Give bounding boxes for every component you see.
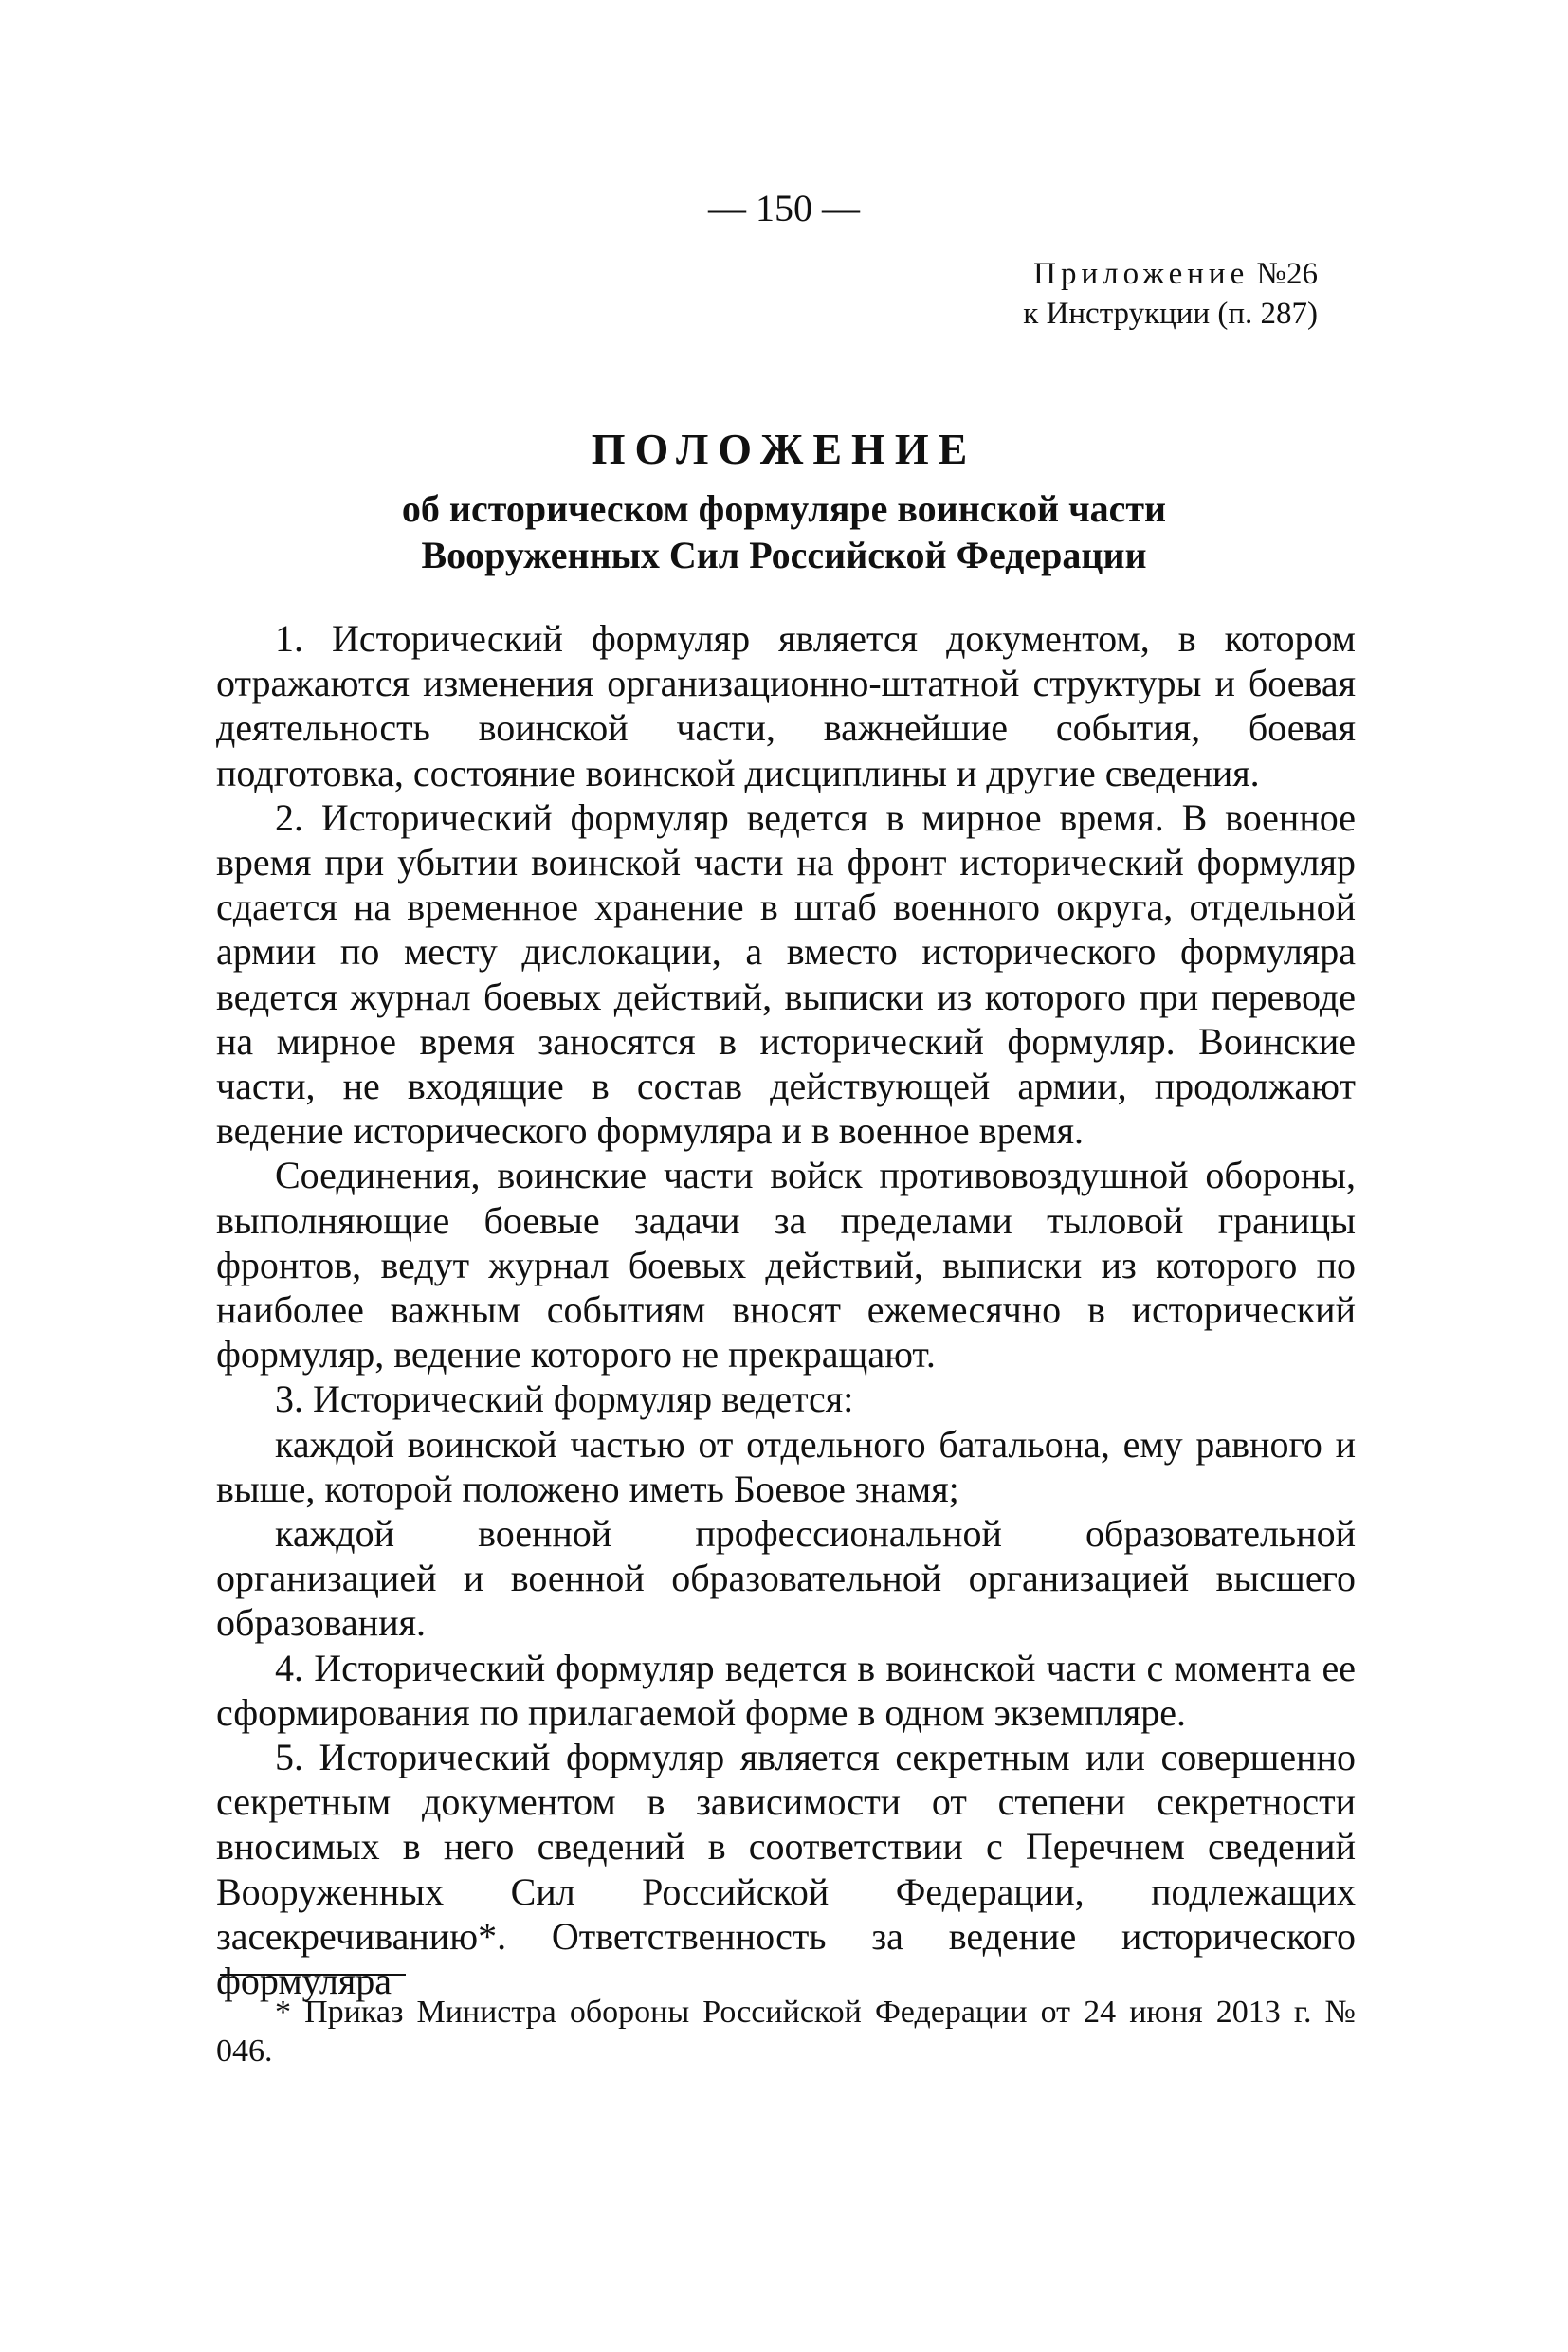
paragraph-3-item-1: каждой воинской частью от отдельного батальона, ему равного и выше, которой положено иметь Боевое знамя; xyxy=(216,1422,1356,1510)
paragraph-2: 2. Исторический формуляр ведется в мирное время. В военное время при убытии воинской части на фронт исторический формуляр сдается на временное хранение в штаб военного округа, отдельной армии по месту дислокации, а вместо исторического формуляра ведется журнал боевых действий, выписки из которого при переводе на мирное время заносятся в исторический формуляр. Воинские части, не входящие в состав действующей армии, продолжают ведение исторического формуляра и в военное время. xyxy=(216,795,1356,1153)
appendix-number: №26 xyxy=(1256,257,1318,291)
paragraph-4: 4. Исторический формуляр ведется в воинской части с момента ее сформирования по прилагаемой форме в одном экземпляре. xyxy=(216,1646,1356,1734)
document-subtitle xyxy=(0,485,1568,578)
footnote: * Приказ Министра обороны Российской Федерации от 24 июня 2013 г. № 046. xyxy=(216,1995,1356,2069)
appendix-label: Приложение xyxy=(1033,257,1249,291)
paragraph-1: 1. Исторический формуляр является документом, в котором отражаются изменения организационно-штатной структуры и боевая деятельность воинской части, важнейшие события, боевая подготовка, состояние воинской дисциплины и другие сведения. xyxy=(216,617,1356,794)
appendix-header xyxy=(1023,254,1318,334)
subtitle-line-2: Вооруженных Сил Российской Федерации xyxy=(421,534,1147,576)
paragraph-3-item-2: каждой военной профессиональной образовательной организацией и военной образовательной организацией высшего образования. xyxy=(216,1512,1356,1645)
paragraph-2-continued: Соединения, воинские части войск противовоздушной обороны, выполняющие боевые задачи за пределами тыловой границы фронтов, ведут журнал боевых действий, выписки из которого по наиболее важным событиям вносят ежемесячно в исторический формуляр, ведение которого не прекращают. xyxy=(216,1154,1356,1377)
subtitle-line-1: об историческом формуляре воинской части xyxy=(401,487,1167,530)
paragraph-3: 3. Исторический формуляр ведется: xyxy=(275,1377,854,1421)
document-title: ПОЛОЖЕНИЕ xyxy=(591,425,977,473)
appendix-reference: к Инструкции (п. 287) xyxy=(1023,297,1318,331)
appendix-label-line xyxy=(1023,254,1318,294)
paragraph-5: 5. Исторический формуляр является секретным или совершенно секретным документом в зависимости от степени секретности вносимых в него сведений в соответствии с Перечнем сведений Вооруженных Сил Российской Федерации, подлежащих засекречиванию*. Ответственность за ведение исторического формуляра xyxy=(216,1736,1356,2003)
page-number: — 150 — xyxy=(708,187,860,229)
document-body xyxy=(216,616,1356,2003)
footnote-divider xyxy=(220,1974,406,1976)
